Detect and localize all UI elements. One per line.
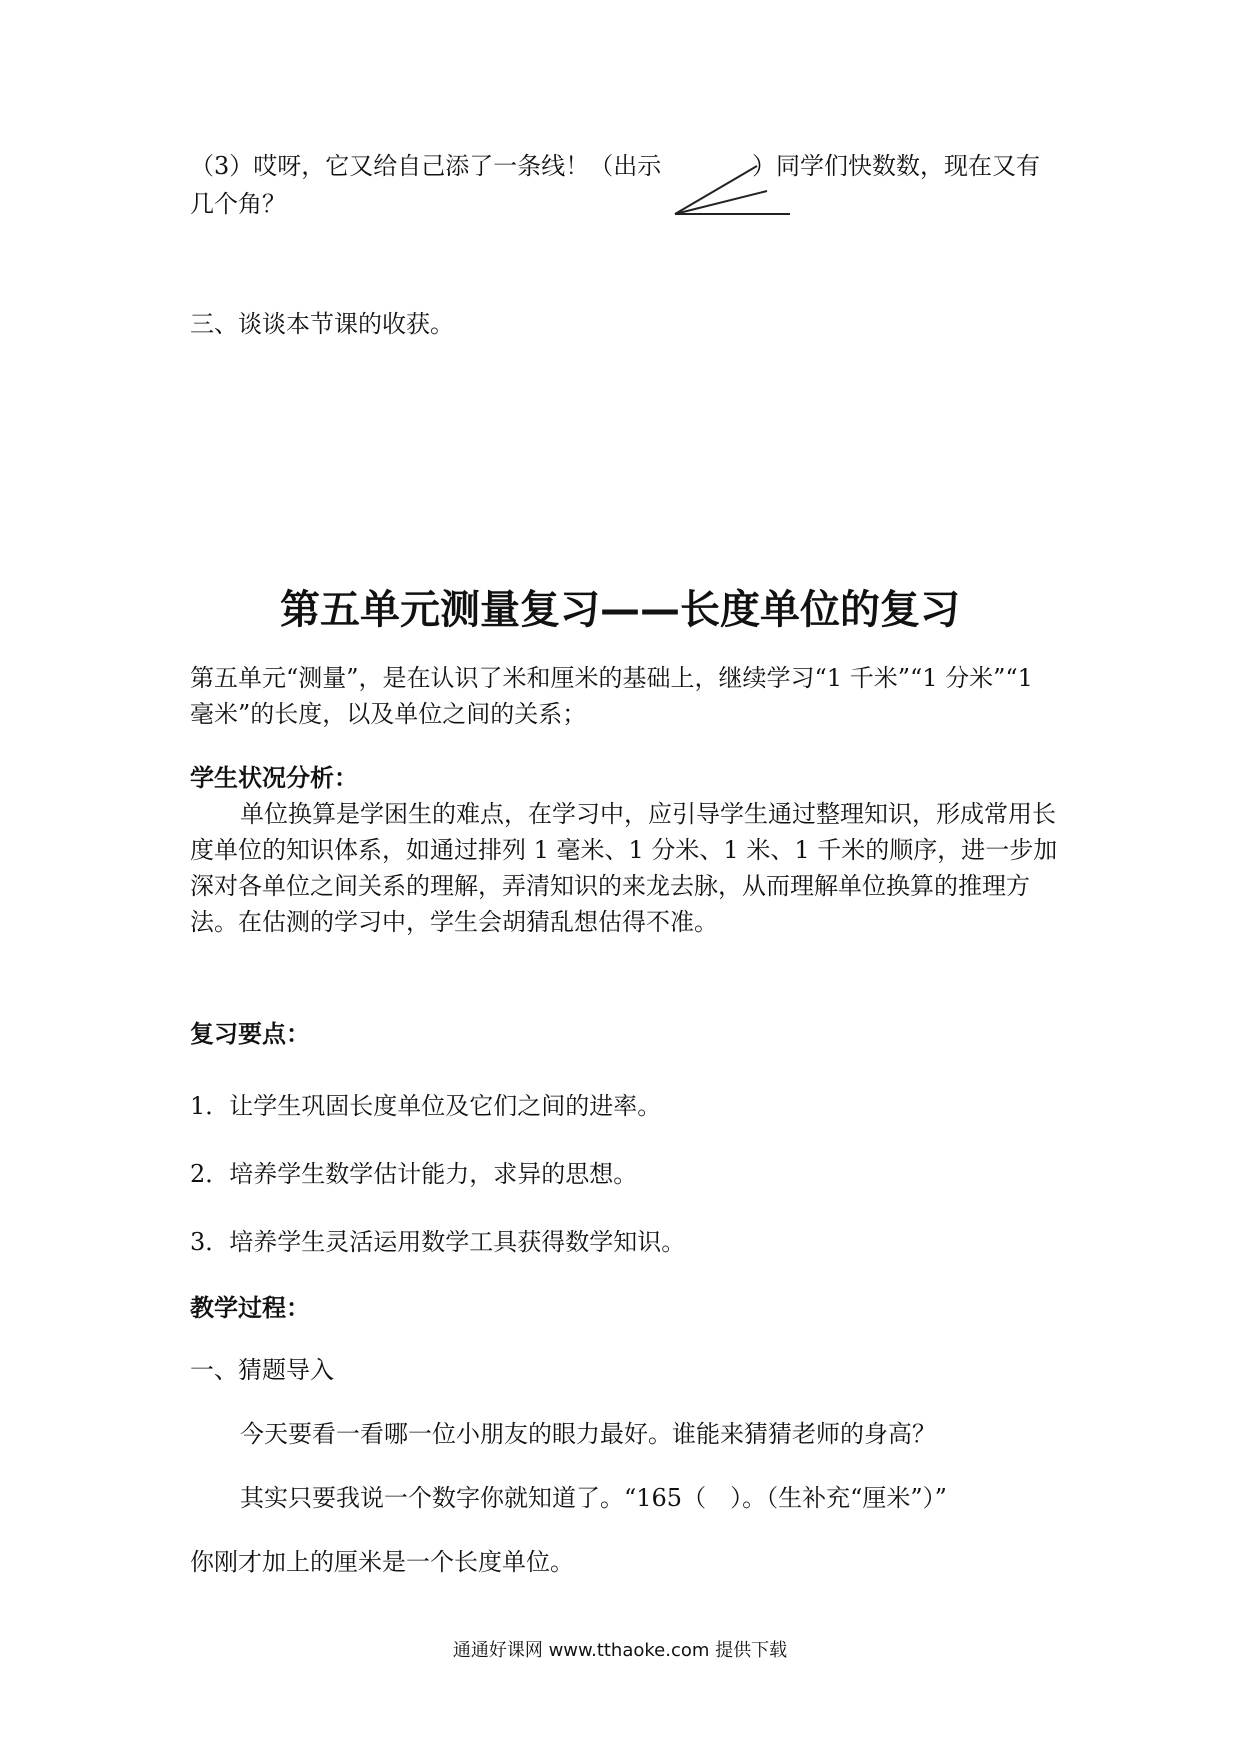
intro-paragraph: 第五单元“测量”，是在认识了米和厘米的基础上，继续学习“1 千米”“1 分米”“1 毫米”的长度，以及单位之间的关系； bbox=[190, 664, 1033, 728]
section-3-heading: 三、谈谈本节课的收获。 bbox=[190, 310, 454, 338]
review-item-2: 2．培养学生数学估计能力，求异的思想。 bbox=[190, 1160, 638, 1188]
question-3-part-2: ）同学们快数数，现在又有 bbox=[752, 152, 1040, 180]
analysis-paragraph: 单位换算是学困生的难点，在学习中，应引导学生通过整理知识，形成常用长度单位的知识体系，如通过排列 1 毫米、1 分米、1 米、1 千米的顺序，进一步加深对各单位之间关系的理解，弄清知识的来龙去脉，从而理解单位换算的推理方法。在估测的学习中，学生会胡猜乱想估得不准。 bbox=[190, 800, 1058, 936]
question-3-part-3: 几个角？ bbox=[190, 190, 286, 218]
review-item-1: 1．让学生巩固长度单位及它们之间的进率。 bbox=[190, 1092, 662, 1120]
analysis-heading: 学生状况分析： bbox=[190, 764, 358, 792]
process-step-1: 一、猜题导入 bbox=[190, 1356, 334, 1384]
process-paragraph-3: 你刚才加上的厘米是一个长度单位。 bbox=[190, 1548, 574, 1576]
review-item-3: 3．培养学生灵活运用数学工具获得数学知识。 bbox=[190, 1228, 686, 1256]
question-3-part-1: （3）哎呀，它又给自己添了一条线！（出示 bbox=[190, 152, 662, 180]
page-title: 第五单元测量复习——长度单位的复习 bbox=[280, 587, 960, 633]
process-paragraph-2: 其实只要我说一个数字你就知道了。“165（ ）。（生补充“厘米”）” bbox=[240, 1484, 947, 1512]
footer-text: 通通好课网 www.tthaoke.com 提供下载 bbox=[452, 1640, 788, 1661]
review-heading: 复习要点： bbox=[190, 1020, 310, 1048]
process-heading: 教学过程： bbox=[190, 1294, 310, 1322]
process-paragraph-1: 今天要看一看哪一位小朋友的眼力最好。谁能来猜猜老师的身高？ bbox=[240, 1420, 936, 1448]
